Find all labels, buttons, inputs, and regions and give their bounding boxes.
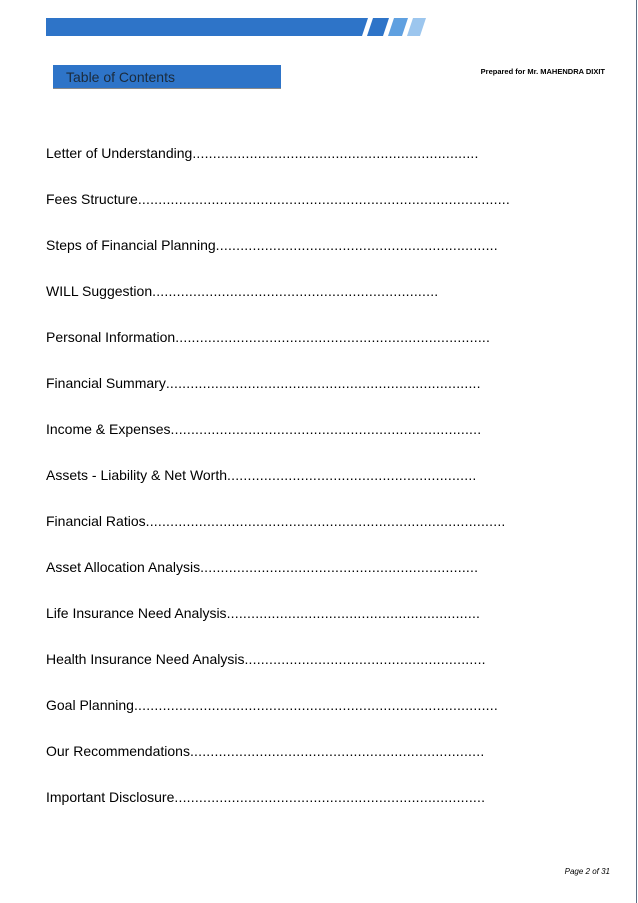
toc-entry[interactable]	[46, 145, 510, 191]
header-band	[46, 18, 426, 36]
toc-entry[interactable]	[46, 697, 510, 743]
toc-entry-label: Letter of Understanding	[46, 145, 193, 161]
toc-entry-label: Financial Summary	[46, 375, 166, 391]
toc-entry-leader: .............................................................................	[175, 329, 491, 345]
toc-entry[interactable]	[46, 375, 510, 421]
toc-entry-leader: ......................................................................	[192, 145, 479, 161]
toc-entry-label: Fees Structure	[46, 191, 138, 207]
toc-entry-label: Health Insurance Need Analysis	[46, 651, 245, 667]
toc-entry-leader: ............................................................................	[170, 421, 482, 437]
toc-entry-leader: ........................................................................................	[145, 513, 506, 529]
toc-entry-label: Assets - Liability & Net Worth	[46, 467, 228, 483]
toc-entry-leader: ............................................................................	[174, 789, 486, 805]
toc-entry-label: Our Recommendations	[46, 743, 190, 759]
toc-entry[interactable]	[46, 605, 510, 651]
toc-entry[interactable]	[46, 191, 510, 237]
toc-entry-leader: .........................................................................................	[133, 697, 498, 713]
toc-entry[interactable]	[46, 743, 510, 789]
toc-entry-leader: ..............................................................	[226, 605, 481, 621]
toc-entry-leader: ...........................................................................................	[137, 191, 510, 207]
toc-entry-label: Financial Ratios	[46, 513, 146, 529]
toc-entry-label: Asset Allocation Analysis	[46, 559, 201, 575]
toc-entry-label: Personal Information	[46, 329, 176, 345]
toc-entry-leader: ........................................................................	[189, 743, 485, 759]
toc-entry[interactable]	[46, 789, 510, 835]
toc-entry[interactable]	[46, 329, 510, 375]
toc-entry-label: Important Disclosure	[46, 789, 175, 805]
section-title: Table of Contents	[66, 69, 175, 85]
toc-list	[46, 145, 510, 835]
toc-entry-leader: ...........................................................	[244, 651, 486, 667]
toc-entry-leader: .............................................................	[227, 467, 477, 483]
prepared-for-label: Prepared for Mr. MAHENDRA DIXIT	[480, 67, 605, 76]
toc-entry-label: WILL Suggestion	[46, 283, 153, 299]
toc-entry-label: Income & Expenses	[46, 421, 171, 437]
toc-entry-leader: ....................................................................	[200, 559, 479, 575]
toc-entry[interactable]	[46, 237, 510, 283]
toc-entry-label: Goal Planning	[46, 697, 134, 713]
toc-entry-leader: .....................................................................	[215, 237, 498, 253]
toc-entry[interactable]	[46, 283, 510, 329]
toc-entry-leader: ......................................................................	[152, 283, 439, 299]
page-right-border	[636, 0, 637, 903]
toc-entry[interactable]	[46, 421, 510, 467]
toc-entry-label: Steps of Financial Planning	[46, 237, 216, 253]
toc-entry[interactable]	[46, 559, 510, 605]
toc-entry[interactable]	[46, 467, 510, 513]
page-number: Page 2 of 31	[564, 867, 610, 876]
toc-entry-leader: .............................................................................	[165, 375, 481, 391]
toc-entry-label: Life Insurance Need Analysis	[46, 605, 227, 621]
section-title-tab	[53, 65, 281, 89]
toc-entry[interactable]	[46, 513, 510, 559]
toc-entry[interactable]	[46, 651, 510, 697]
